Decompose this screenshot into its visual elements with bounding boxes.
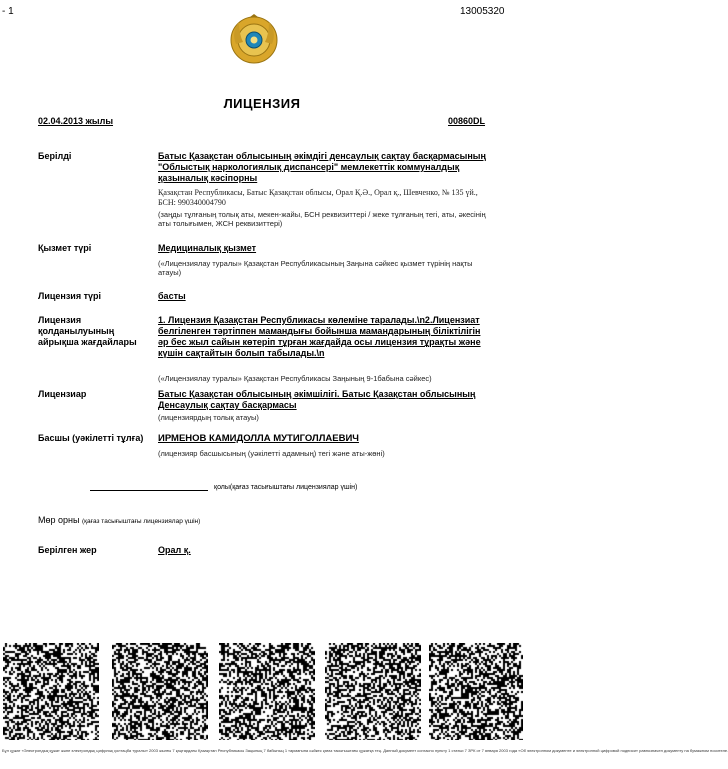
document-title: ЛИЦЕНЗИЯ	[223, 96, 301, 111]
conditions-value: 1. Лицензия Қазақстан Республикасы көлеміне таралады.\n2.Лицензиат белгіленген тәртіппен мамандығы бойынша мамандарының біліктілігін әр бес жыл сайын көтеріп тұрған жағдайда осы лицензия тұрақты және күшін сақтайтын болып табылады.\n	[158, 315, 481, 358]
stamp-note: (қағаз тасығыштағы лицензиялар үшін)	[81, 518, 201, 525]
issued-to-address: Қазақстан Республикасы, Батыс Қазақстан облысы, Орал Қ.Ә., Орал қ., Шевченко, № 135 үй., БСН: 990340004790	[158, 188, 478, 207]
activity-value: Медициналық қызмет	[158, 243, 257, 253]
signature-line	[90, 490, 208, 491]
qr-code-icon	[3, 643, 99, 740]
qr-code-icon	[325, 643, 421, 740]
stamp-place	[38, 515, 200, 525]
signature-note: қолы(қағаз тасығыштағы лицензиялар үшін)	[214, 484, 358, 491]
issued-to-note: (заңды тұлғаның толық аты, мекен-жайы, БСН реквизиттері / жеке тұлғаның тегі, аты, әкесінің аты толығымен, ЖСН реквизиттері)	[158, 210, 486, 228]
conditions-note: («Лицензиялау туралы» Қазақстан Республикасы Заңының 9-1бабына сәйкес)	[158, 374, 432, 383]
legal-footer: Бұл құжат «Электрондық құжат және электрондық цифрлық қолтаңба туралы» 2003 жылғы 7 қаңтардағы Қазақстан Республикасы Заңының 7 бабының 1 тармағына сәйкес қағаз тасығыштағы құжатқа тең. Данный документ согласно пункту 1 статьи 7 ЗРК от 7 января 2003 года «Об электронном документе и электронной цифровой подписи» равнозначен документу на бумажном носителе.	[2, 748, 728, 753]
page-corner-number: 13005320	[460, 6, 505, 17]
activity-label: Қызмет түрі	[38, 243, 92, 253]
licensor-note: (лицензиярдың толық атауы)	[158, 413, 259, 422]
licensor-value: Батыс Қазақстан облысының әкімшілігі. Батыс Қазақстан облысының Денсаулық сақтау басқармасы	[158, 389, 476, 410]
page-corner-left: - 1	[2, 6, 14, 17]
conditions-label: Лицензия қолданылуының айрықша жағдайлары	[38, 315, 137, 347]
activity-note: («Лицензиялау туралы» Қазақстан Республикасының Заңына сәйкес қызмет түрінің нақты атауы)	[158, 259, 473, 277]
head-label: Басшы (уәкілетті тұлға)	[38, 433, 144, 443]
state-emblem-icon	[229, 14, 279, 66]
stamp-label: Мөр орны	[38, 515, 80, 525]
license-type-value: басты	[158, 291, 186, 301]
barcode-row	[0, 643, 524, 740]
license-number: 00860DL	[448, 116, 486, 126]
issue-date: 02.04.2013 жылы	[38, 116, 114, 126]
issued-to-value: Батыс Қазақстан облысының әкімдігі денсаулық сақтау басқармасының "Облыстық наркологиялық диспансері" мемлекеттік коммуналдық қазыналық кәсіпорны	[158, 151, 486, 183]
head-note: (лицензияр басшысының (уәкілетті адамның) тегі және аты-жөні)	[158, 449, 385, 458]
head-value: ИРМЕНОВ КАМИДОЛЛА МУТИГОЛЛАЕВИЧ	[158, 433, 359, 444]
issued-to-label: Берілді	[38, 151, 72, 161]
place-value: Орал қ.	[158, 545, 191, 555]
qr-code-icon	[429, 643, 523, 740]
license-type-label: Лицензия түрі	[38, 291, 101, 301]
licensor-label: Лицензиар	[38, 389, 87, 399]
place-label: Берілген жер	[38, 545, 97, 555]
qr-code-icon	[219, 643, 315, 740]
qr-code-icon	[112, 643, 208, 740]
